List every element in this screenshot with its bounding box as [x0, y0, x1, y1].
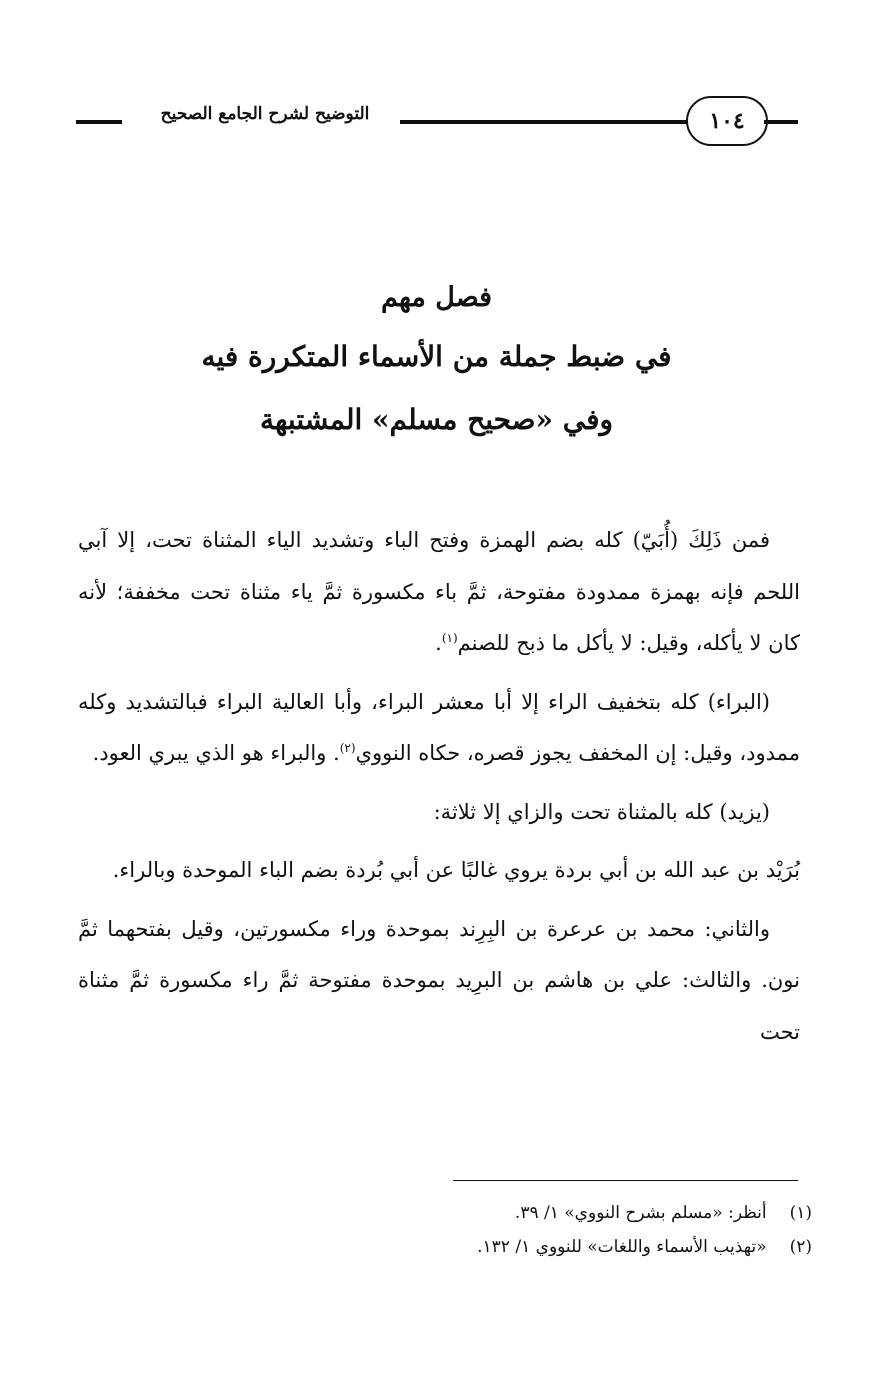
paragraph	[78, 677, 800, 780]
header-rule-middle	[400, 120, 688, 124]
paragraph-text: والثاني: محمد بن عرعرة بن البِرِند بموحدة وراء مكسورتين، وقيل بفتحهما ثمَّ نون. والثالث: علي بن هاشم بن البرِيد بموحدة مفتوحة ثمَّ راء مكسورة ثمَّ مثناة تحت	[78, 916, 800, 1044]
footnote-number: (٢)	[789, 1237, 812, 1257]
footnote-text: «تهذيب الأسماء واللغات» للنووي ١/ ١٣٢.	[477, 1237, 767, 1257]
section-title: فصل مهم	[380, 282, 493, 313]
footnote-number: (١)	[789, 1203, 812, 1223]
paragraph	[78, 787, 800, 839]
main-text	[78, 515, 800, 1065]
paragraph-text-end: .	[435, 631, 442, 655]
paragraph	[78, 904, 800, 1059]
header-rule-right	[764, 120, 798, 124]
page-number: ١٠٤	[686, 96, 768, 146]
footnotes	[300, 1196, 812, 1264]
paragraph	[78, 515, 800, 670]
running-header	[0, 88, 873, 162]
paragraph	[78, 845, 800, 897]
paragraph-text: بُرَيْد بن عبد الله بن أبي بردة يروي غالبًا عن أبي بُردة بضم الباء الموحدة وبالراء.	[112, 858, 800, 882]
paragraph-text: (يزيد) كله بالمثناة تحت والزاي إلا ثلاثة:	[433, 799, 770, 824]
section-subtitle-line1: في ضبط جملة من الأسماء المتكررة فيه	[201, 340, 672, 373]
section-subtitle-line2: وفي «صحيح مسلم» المشتبهة	[259, 403, 614, 436]
book-title: التوضيح لشرح الجامع الصحيح	[160, 104, 370, 124]
paragraph-text-end: . والبراء هو الذي يبري العود.	[92, 741, 340, 765]
footnote-separator	[453, 1180, 798, 1181]
footnote	[300, 1230, 812, 1264]
footnote-ref[interactable]: (١)	[441, 631, 458, 645]
footnote	[300, 1196, 812, 1230]
paragraph-text: (البراء) كله بتخفيف الراء إلا أبا معشر البراء، وأبا العالية البراء فبالتشديد وكله ممدود، وقيل: إن المخفف يجوز قصره، حكاه النووي	[78, 689, 800, 765]
footnote-ref[interactable]: (٢)	[339, 741, 356, 755]
footnote-text: أنظر: «مسلم بشرح النووي» ١/ ٣٩.	[514, 1203, 767, 1223]
header-rule-left	[76, 120, 122, 124]
paragraph-text: فمن ذَلِكَ (أُبَيّ) كله بضم الهمزة وفتح الباء وتشديد الياء المثناة تحت، إلا آبي اللحم فإنه بهمزة ممدودة مفتوحة، ثمَّ باء مكسورة ثمَّ ياء مثناة تحت مخففة؛ لأنه كان لا يأكله، وقيل: لا يأكل ما ذبح للصنم	[78, 528, 800, 655]
